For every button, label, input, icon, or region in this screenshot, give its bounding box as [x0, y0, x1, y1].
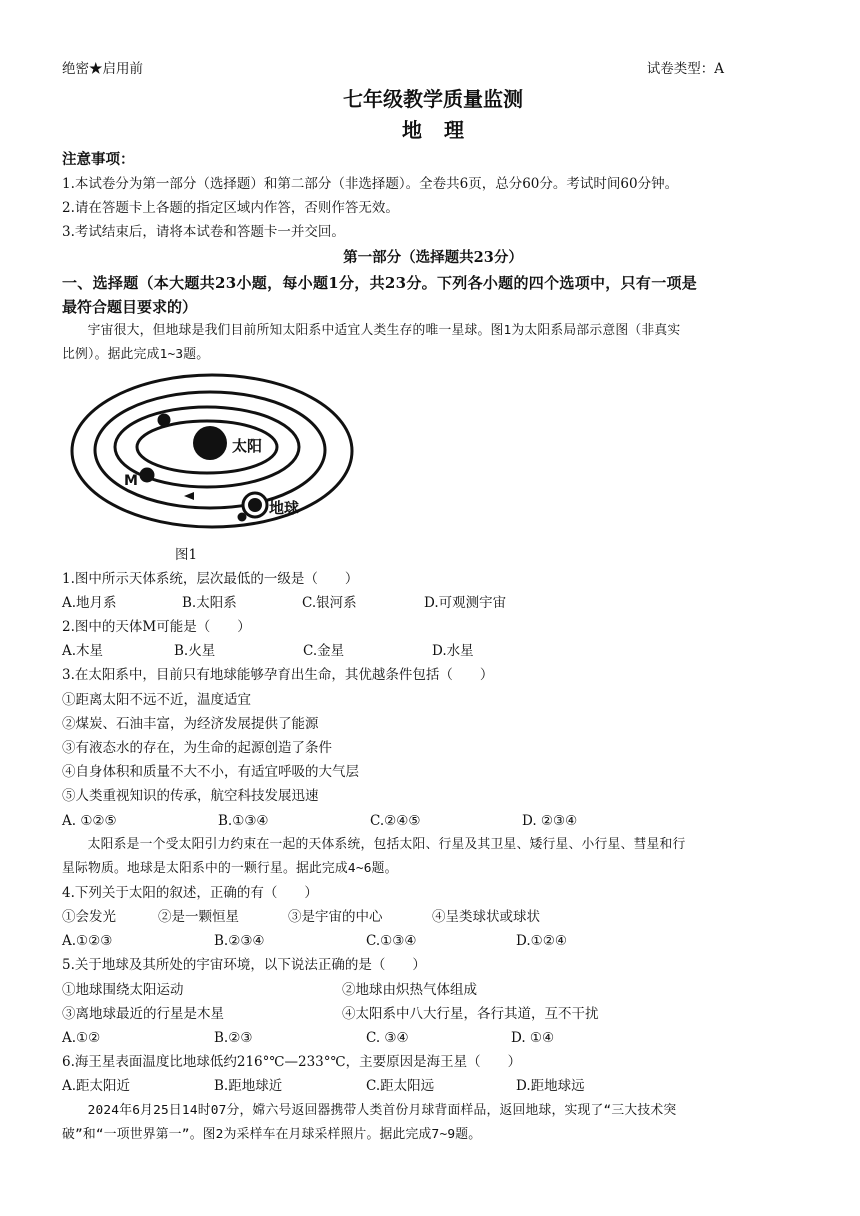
figure-1-caption: 图1: [175, 546, 198, 563]
question-5-statements-row2: [62, 1002, 804, 1026]
confidential-mark: 绝密★启用前: [62, 61, 143, 77]
passage-3-line2: 破”和“一项世界第一”。图2为采样车在月球采样照片。据此完成7~9题。: [62, 1126, 482, 1142]
statement-item: ①距离太阳不远不近，温度适宜: [62, 691, 251, 708]
sun-label: 太阳: [232, 436, 263, 455]
header-line: [62, 58, 804, 80]
figure-1: [62, 373, 362, 543]
passage-3: [62, 1099, 804, 1123]
passage-2: [62, 833, 804, 857]
option-b: B.太阳系: [182, 594, 237, 611]
statement-item: ①会发光: [62, 909, 116, 926]
exam-page: [62, 58, 804, 1147]
moon-icon: [238, 512, 247, 521]
inner-planet-icon: [158, 413, 171, 426]
option-a: A.①②: [62, 1030, 101, 1047]
option-a: A.①②③: [62, 933, 113, 950]
statement-item: ②煤炭、石油丰富，为经济发展提供了能源: [62, 715, 319, 732]
statement-item: ②是一颗恒星: [158, 909, 239, 926]
question-2-stem: 2.图中的天体M可能是（ ）: [62, 619, 251, 636]
solar-system-diagram: [62, 373, 362, 543]
paper-type: 试卷类型：A: [646, 61, 724, 77]
option-c: C.距太阳远: [366, 1078, 435, 1095]
statement-item: ④呈类球状或球状: [432, 909, 540, 926]
passage-1-line2: 比例）。据此完成1~3题。: [62, 346, 210, 362]
question-4-statements: [62, 905, 804, 929]
note-item: 1.本试卷分为第一部分（选择题）和第二部分（非选择题）。全卷共6页，总分60分。考试时间60分钟。: [62, 176, 679, 192]
question-5-stem: 5.关于地球及其所处的宇宙环境，以下说法正确的是（ ）: [62, 957, 426, 974]
m-label: M: [124, 472, 138, 489]
statement-item: ④太阳系中八大行星，各行其道，互不干扰: [342, 1005, 599, 1022]
earth-label: 地球: [269, 498, 300, 517]
passage-1: [62, 319, 804, 343]
part1-title: 第一部分（选择题共23分）: [343, 248, 523, 266]
option-b: B.②③: [214, 1030, 253, 1047]
option-a: A.距太阳近: [62, 1078, 131, 1095]
option-c: C. ③④: [366, 1030, 409, 1047]
question-6-options: [62, 1074, 804, 1098]
passage-1-cont: [62, 343, 804, 367]
option-d: D. ①④: [511, 1030, 555, 1047]
question-5-options: [62, 1026, 804, 1050]
passage-1-line1: 宇宙很大，但地球是我们目前所知太阳系中适宜人类生存的唯一星球。图1为太阳系局部示意图（非真实: [87, 322, 681, 338]
option-a: A.地月系: [62, 594, 117, 611]
planet-m-icon: [140, 467, 155, 482]
option-d: D.距地球远: [516, 1078, 585, 1095]
statement-item: ②地球由炽热气体组成: [342, 981, 477, 998]
option-c: C.银河系: [302, 594, 357, 611]
question-2-options: [62, 639, 804, 663]
section-intro: 一、选择题（本大题共23小题，每小题1分，共23分。下列各小题的四个选项中，只有一项是: [62, 273, 698, 292]
earth-icon: [248, 498, 262, 512]
statement-item: ①地球围绕太阳运动: [62, 981, 184, 998]
option-c: C.②④⑤: [370, 812, 421, 829]
note-item: 2.请在答题卡上各题的指定区域内作答，否则作答无效。: [62, 200, 399, 217]
notes-heading: 注意事项：: [62, 151, 135, 168]
passage-3-line1: 2024年6月25日14时07分，嫦六号返回器携带人类首份月球背面样品，返回地球，实现了“三大技术突: [87, 1102, 677, 1118]
sun-icon: [193, 426, 227, 460]
option-d: D. ②③④: [522, 812, 578, 829]
option-a: A.木星: [62, 643, 104, 660]
exam-title: 七年级教学质量监测: [343, 87, 523, 111]
option-c: C.金星: [303, 643, 345, 660]
statement-item: ⑤人类重视知识的传承，航空科技发展迅速: [62, 788, 319, 805]
passage-3-cont: [62, 1123, 804, 1147]
option-b: B.距地球近: [214, 1078, 283, 1095]
question-4-options: [62, 929, 804, 953]
question-1-stem: 1.图中所示天体系统，层次最低的一级是（ ）: [62, 570, 359, 587]
option-d: D.可观测宇宙: [424, 594, 507, 611]
option-d: D.水星: [432, 643, 474, 660]
passage-2-cont: [62, 857, 804, 881]
question-3-options: [62, 809, 804, 833]
question-1-options: [62, 591, 804, 615]
option-c: C.①③④: [366, 933, 417, 950]
section-intro-cont: 最符合题目要求的）: [62, 297, 198, 316]
option-b: B.火星: [174, 643, 216, 660]
statement-item: ④自身体积和质量不大不小，有适宜呼吸的大气层: [62, 764, 359, 781]
note-item: 3.考试结束后，请将本试卷和答题卡一并交回。: [62, 224, 345, 241]
passage-2-line1: 太阳系是一个受太阳引力约束在一起的天体系统，包括太阳、行星及其卫星、矮行星、小行星、彗星和行: [87, 836, 686, 852]
statement-item: ③离地球最近的行星是木星: [62, 1005, 224, 1022]
question-3-stem: 3.在太阳系中，目前只有地球能够孕育出生命，其优越条件包括（ ）: [62, 667, 494, 684]
option-a: A. ①②⑤: [62, 812, 117, 829]
option-b: B.①③④: [218, 812, 269, 829]
option-d: D.①②④: [516, 933, 567, 950]
orbit-direction-arrow: [184, 492, 194, 500]
subject-title: 地理: [402, 118, 486, 142]
question-4-stem: 4.下列关于太阳的叙述，正确的有（ ）: [62, 884, 318, 901]
passage-2-line2: 星际物质。地球是太阳系中的一颗行星。据此完成4~6题。: [62, 860, 398, 876]
question-6-stem: 6.海王星表面温度比地球低约216°℃—233°℃，主要原因是海王星（ ）: [62, 1054, 522, 1071]
option-b: B.②③④: [214, 933, 265, 950]
question-5-statements-row1: [62, 978, 804, 1002]
statement-item: ③有液态水的存在，为生命的起源创造了条件: [62, 740, 332, 757]
statement-item: ③是宇宙的中心: [288, 909, 383, 926]
